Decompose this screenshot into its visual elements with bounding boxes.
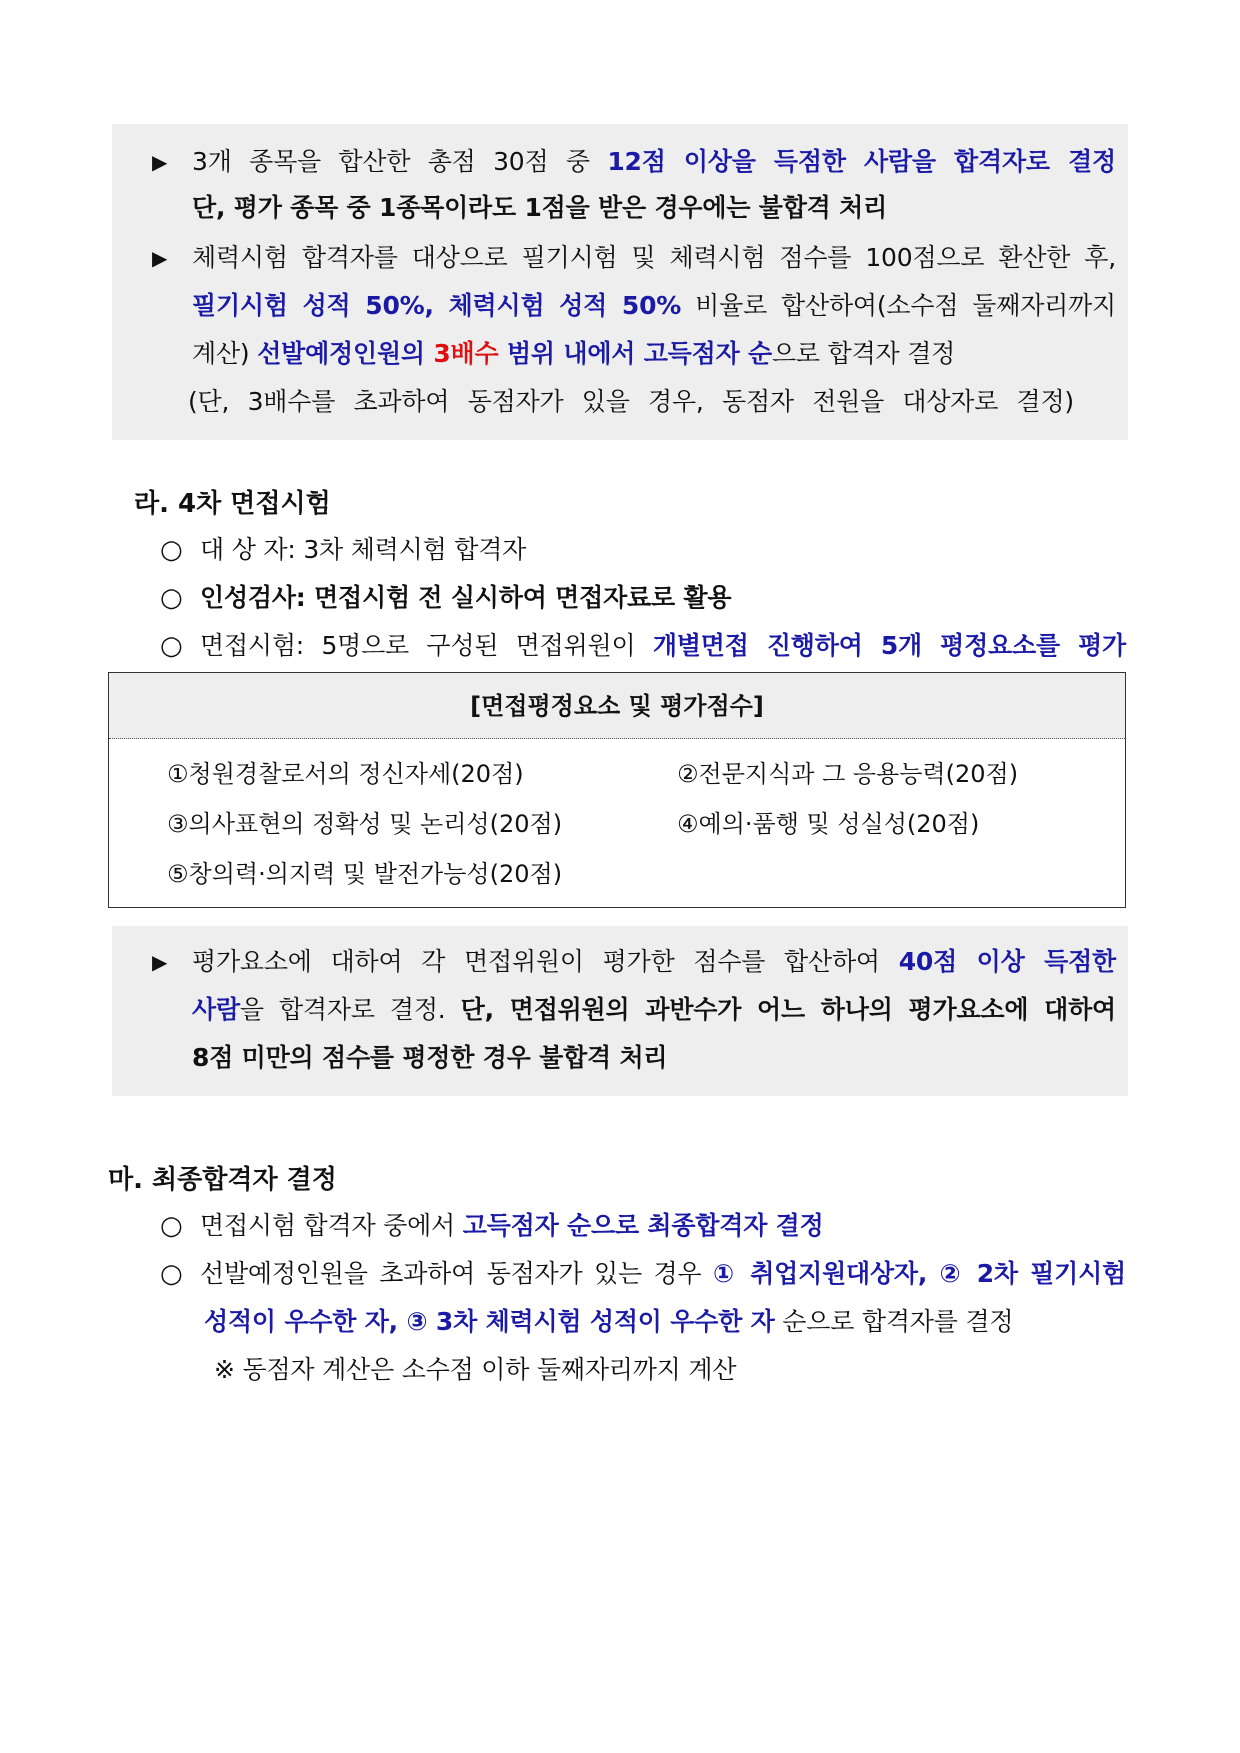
section-heading-final: 마. 최종합격자 결정 [108, 1165, 337, 1195]
text-segment: 비율로 합산하여(소수점 둘째자리까지 [681, 291, 1116, 320]
table-item: ①청원경찰로서의 정신자세(20점) [167, 760, 524, 788]
conversion-line1: 체력시험 합격자를 대상으로 필기시험 및 체력시험 점수를 100점으로 환산한 후, [192, 243, 1116, 272]
table-item: ③의사표현의 정확성 및 논리성(20점) [167, 810, 563, 838]
highlight-text: 필기시험 성적 50%, 체력시험 성적 50% [192, 291, 682, 320]
highlight-text: 고득점자 순으로 최종합격자 결정 [462, 1211, 824, 1240]
text-segment: 면접시험 합격자 중에서 [200, 1211, 463, 1240]
text-segment: 면접시험: 5명으로 구성된 면접위원이 [200, 631, 653, 660]
text-segment: 선발예정인원을 초과하여 동점자가 있는 경우 [200, 1259, 714, 1288]
circle-bullet-icon: ○ [160, 583, 183, 613]
triangle-bullet-icon: ▶ [152, 246, 168, 270]
triangle-bullet-icon: ▶ [152, 950, 168, 974]
table-item: ④예의·품행 및 성실성(20점) [677, 810, 980, 838]
interview-pass-line3: 8점 미만의 점수를 평정한 경우 불합격 처리 [192, 1043, 668, 1072]
bold-text: 단, 면접위원의 과반수가 어느 하나의 평가요소에 대하여 [460, 995, 1116, 1024]
triangle-bullet-icon: ▶ [152, 150, 168, 174]
circle-bullet-icon: ○ [160, 631, 183, 661]
circle-bullet-icon: ○ [160, 1211, 183, 1241]
text-segment: 순으로 합격자를 결정 [774, 1307, 1014, 1336]
highlight-text: 선발예정인원의 [257, 339, 434, 368]
table-item: ⑤창의력·의지력 및 발전가능성(20점) [167, 860, 563, 888]
tiebreak-item-line1 [200, 1256, 1126, 1292]
physical-criteria-line1 [192, 144, 1116, 180]
text-segment: 으로 합격자 결정 [771, 339, 956, 368]
highlight-text: 개별면접 진행하여 5개 평정요소를 평가 [652, 631, 1126, 660]
interview-pass-line1 [192, 944, 1116, 980]
interview-method-item [200, 628, 1126, 664]
final-decision-item [200, 1208, 824, 1244]
evaluation-criteria-table [108, 672, 1126, 908]
text-segment: 계산) [192, 339, 258, 368]
text-segment: 평가요소에 대하여 각 면접위원이 평가한 점수를 합산하여 [192, 947, 899, 976]
conversion-line2 [192, 288, 1116, 324]
text-segment: 을 합격자로 결정. [239, 995, 461, 1024]
highlight-text: 12점 이상을 득점한 사람을 합격자로 결정 [607, 147, 1116, 176]
table-title: [면접평정요소 및 평가점수] [109, 673, 1125, 739]
highlight-text: 사람 [192, 995, 240, 1024]
circle-bullet-icon: ○ [160, 1259, 183, 1289]
interview-pass-line2 [192, 992, 1116, 1028]
highlight-text: 범위 내에서 고득점자 순 [498, 339, 772, 368]
section-heading-interview: 라. 4차 면접시험 [134, 489, 331, 519]
physical-criteria-line2: 단, 평가 종목 중 1종목이라도 1점을 받은 경우에는 불합격 처리 [192, 193, 888, 222]
tie-note-line: (단, 3배수를 초과하여 동점자가 있을 경우, 동점자 전원을 대상자로 결정) [188, 387, 1074, 416]
conversion-line3 [192, 336, 955, 372]
tie-calculation-note: ※ 동점자 계산은 소수점 이하 둘째자리까지 계산 [214, 1355, 737, 1384]
circle-bullet-icon: ○ [160, 535, 183, 565]
tiebreak-item-line2 [204, 1304, 1013, 1340]
highlight-text: ① 취업지원대상자, ② 2차 필기시험 [713, 1259, 1126, 1288]
table-item: ②전문지식과 그 응용능력(20점) [677, 760, 1019, 788]
red-highlight-text: 3배수 [433, 339, 499, 368]
personality-test-item: 인성검사: 면접시험 전 실시하여 면접자료로 활용 [200, 583, 732, 612]
text-segment: 3개 종목을 합산한 총점 30점 중 [192, 147, 608, 176]
highlight-text: 40점 이상 득점한 [898, 947, 1116, 976]
interview-target-item: 대 상 자: 3차 체력시험 합격자 [200, 535, 527, 564]
highlight-text: 성적이 우수한 자, ③ 3차 체력시험 성적이 우수한 자 [204, 1307, 775, 1336]
